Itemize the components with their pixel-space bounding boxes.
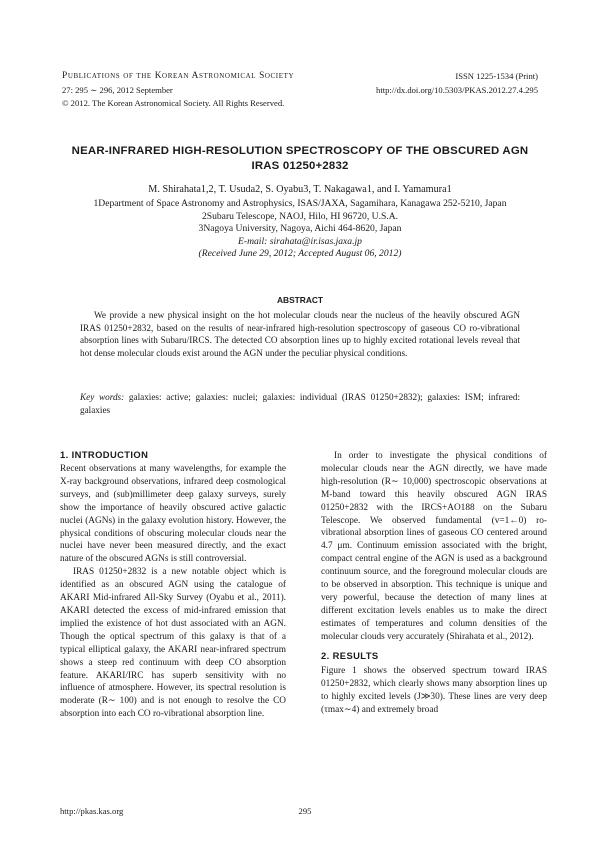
keywords-text: galaxies: active; galaxies: nuclei; galaxies: individual (IRAS 01250+2832); galaxies: ISM; infrared: galaxies [80,392,521,415]
intro-paragraph-3: In order to investigate the physical conditions of molecular clouds near the AGN directly, we have made high-resolution (R∼ 10,000) spectroscopic observations at M-band toward this heavily obscured AGN IRAS 01250+2832 with the IRCS+AO188 on the Subaru Telescope. We observed fundamental (v=1←0) ro-vibrational absorption lines of gaseous CO centered around 4.7 μm. Continuum emission associated with the bright, compact central engine of the AGN is used as a background continuum source, and the foreground molecular clouds are to be observed in absorption. This technique is unique and very powerful, because the detection of many lines at different excitation levels enables us to make the direct estimates of temperatures and column densities of the molecular clouds very accurately (Shirahata et al., 2012). [321,451,547,642]
title-line-2: IRAS 01250+2832 [251,160,349,172]
copyright-line: © 2012. The Korean Astronomical Society. All Rights Reserved. [62,98,285,108]
intro-heading: 1. INTRODUCTION [60,449,149,460]
affiliation-3: 3Nagoya University, Nagoya, Aichi 464-8620, Japan [198,223,402,235]
journal-name: Publications of the Korean Astronomical Society [62,71,295,81]
keywords-label: Key words: [80,392,125,402]
affiliation-1: 1Department of Space Astronomy and Astrophysics, ISAS/JAXA, Sagamihara, Kanagawa 252-5210, Japan [93,198,507,209]
right-column [321,450,547,644]
abstract-heading: ABSTRACT [276,295,324,305]
results-paragraph-1: Figure 1 shows the observed spectrum toward IRAS 01250+2832, which clearly shows many absorption lines up to highly excited levels (J≫30). These lines are very deep (τmax∼4) and extremely broad [321,666,547,715]
email: E-mail: sirahata@ir.isas.jaxa.jp [238,235,362,247]
author-list [40,184,560,197]
doi-link[interactable]: http://dx.doi.org/10.5303/PKAS.2012.27.4.295 [376,84,538,95]
results-column [321,665,547,717]
page-number: 295 [298,806,312,816]
received-dates: (Received June 29, 2012; Accepted August 06, 2012) [198,248,402,260]
title-line-1: NEAR-INFRARED HIGH-RESOLUTION SPECTROSCOPY OF THE OBSCURED AGN [71,145,529,157]
affiliations [40,198,560,261]
results-heading: 2. RESULTS [321,650,379,661]
affiliation-2: 2Subaru Telescope, NAOJ, Hilo, HI 96720, U.S.A. [201,210,399,222]
paper-title [50,144,550,174]
journal-ids [298,70,538,97]
intro-paragraph-1: Recent observations at many wavelengths, for example the X-ray background observations, infrared deep cosmological surveys, and (sub)millimeter deep galaxy surveys, surely show the importance of heavily obscured active galactic nuclei (AGNs) in the galaxy evolution history. However, the physical conditions of obscuring molecular clouds near the nuclei have never been measured directly, and the exact nature of the obscured AGNs is still controversial. [60,464,286,565]
footer-url[interactable]: http://pkas.kas.org [60,806,124,816]
keywords [80,391,520,416]
issn: ISSN 1225-1534 (Print) [455,71,538,81]
author-list-text: M. Shirahata1,2, T. Usuda2, S. Oyabu3, T. Nakagawa1, and I. Yamamura1 [148,184,452,195]
intro-paragraph-2: IRAS 01250+2832 is a new notable object which is identified as an obscured AGN using the catalogue of AKARI Mid-infrared All-Sky Survey (Oyabu et al., 2011). AKARI detected the excess of mid-infrared emission that implied the existence of hot dust associated with an AGN. Though the optical spectrum of this galaxy is that of a typical elliptical galaxy, the AKARI near-infrared spectrum shows a steep red continuum with deep CO absorption feature. AKARI/IRC has superb sensitivity with no influence of atmosphere. However, its spectral resolution is moderate (R∼ 100) and is not enough to resolve the CO absorption into each CO ro-vibrational absorption line. [60,567,286,720]
left-column [60,463,286,721]
abstract-body [80,309,520,359]
volume-line: 27: 295 ∼ 296, 2012 September [62,84,173,95]
abstract-text: We provide a new physical insight on the hot molecular clouds near the nucleus of the heavily obscured AGN IRAS 01250+2832, based on the results of near-infrared high-resolution spectroscopy of gaseous CO ro-vibrational absorption lines with Subaru/IRCS. The detected CO absorption lines up to highly excited rotational levels reveal that hot dense molecular clouds exist around the AGN under the peculiar physical conditions. [80,310,520,358]
